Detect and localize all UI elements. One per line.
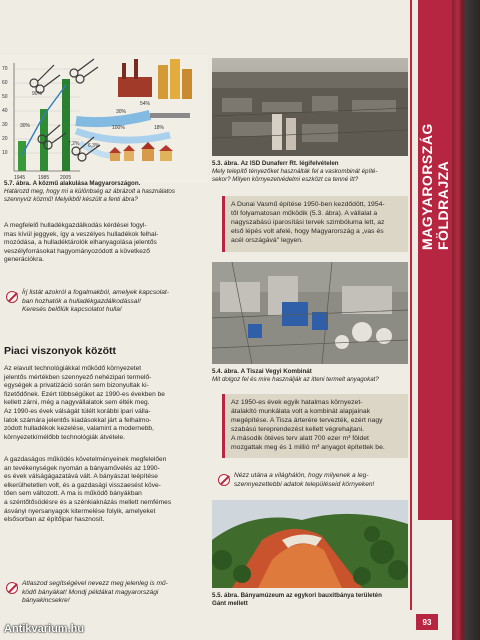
- x-tick: 2005: [60, 175, 72, 181]
- task-icon: [6, 582, 18, 594]
- fig1-caption: [4, 180, 204, 204]
- fig-number: 5.4. ábra.: [212, 368, 239, 375]
- text-line: Nézz utána a világhálón, hogy milyenek a leg-: [234, 472, 369, 479]
- bauxite-mine-photo: [212, 500, 408, 588]
- y-tick: 50: [2, 94, 8, 100]
- task-pollution: [234, 472, 412, 489]
- text-line: bányakincsekre!: [22, 597, 70, 605]
- text-line: A gazdaságos működés követelményeinek megfelelően: [4, 456, 167, 463]
- text-line: Keresés belőlük kapcsolatot hulla!: [22, 306, 122, 314]
- text-line: A Dunai Vasmű építése 1950-ben kezdődött, 1954-: [231, 201, 385, 208]
- pct-label: 54%: [140, 101, 151, 107]
- y-tick: 40: [2, 108, 8, 114]
- text-line: megépítése. A Tisza árterére tervezték, ezért nagy: [231, 417, 383, 424]
- chapter-tab-title: MAGYARORSZÁG FÖLDRAJZA: [419, 123, 451, 250]
- task-icon: [218, 474, 230, 486]
- caption-line: Mit dolgoz fel és mire használják az itteni termelt anyagokat?: [212, 376, 379, 383]
- x-tick: 1985: [38, 175, 50, 181]
- fig-number: 5.3. ábra.: [212, 160, 239, 167]
- pct-label: 7,2%: [68, 141, 80, 147]
- text-line: Az elavult technológiákkal működő környezetet: [4, 365, 142, 372]
- y-tick: 20: [2, 136, 8, 142]
- fig-number: 5.7. ábra.: [4, 180, 31, 187]
- text-line: tően sem változott. A ma is működő bányákban: [4, 490, 142, 498]
- text-line: Az 1990-es évek válságát túlélt korábbi ipari válla-: [4, 407, 151, 415]
- text-line: acél országává" legyen.: [231, 237, 303, 244]
- text-line: A második ötéves terv alatt 700 ezer m³ földet: [231, 435, 369, 442]
- text-line: zódott hulladékok kezelése, valamint a modernebb,: [4, 425, 154, 433]
- text-line: egységek a privatizáció során sem bizonyultak ki-: [4, 382, 149, 390]
- text-line: mozódása, a hulladéktárolók elhanyagolása jelentős: [4, 239, 157, 247]
- text-line: jelentős mértékben szennyező nehézipari termelő-: [4, 373, 152, 381]
- y-tick: 10: [2, 150, 8, 156]
- text-line: Írj listát azokról a fogalmakból, amelyek kapcsolat-: [22, 289, 169, 296]
- text-line: kellett zárni, még a nagyvállalatok sem élték meg.: [4, 399, 150, 407]
- chapter-divider: [410, 0, 412, 610]
- page-number: 93: [416, 614, 438, 630]
- fig-title: A közmű alakulása Magyarországon.: [32, 180, 141, 187]
- text-line: es évek válságágazatává vált. A bányászat leépítése: [4, 473, 158, 481]
- text-line: fizetődőnek. Ezért többségüket az 1990-es években be: [4, 390, 165, 398]
- text-line: átalakító munkálata volt a kombinát alapjainak: [231, 408, 371, 415]
- text-line: mozgattak meg és 1 millió m³ anyagot építettek be.: [231, 444, 385, 451]
- text-line: Atlaszod segítségével nevezz meg jelenleg is mű-: [22, 580, 168, 587]
- text-line: szennyezettebbi adatok településeid környeken!: [234, 480, 375, 488]
- text-line: ban hozhatók a hulladékgazdálkodással!: [22, 297, 141, 305]
- y-tick: 70: [2, 66, 8, 72]
- section-heading: Piaci viszonyok között: [4, 345, 117, 357]
- text-line: szabású tereprendezést kellett végrehajtani.: [231, 426, 364, 433]
- paragraph-waste: [4, 222, 204, 265]
- pct-label: 6,3%: [88, 143, 100, 149]
- fig-title: Az ISD Dunaferr Rt. légifelvételen: [240, 160, 339, 167]
- text-line: a széntőtősödésre és a szénkiaknázás mellett nemfémes: [4, 498, 172, 506]
- text-line: an tevékenységek nyomán a bányaművelés az 1990-: [4, 464, 160, 472]
- text-line: környezetkímélőbb technológiák átvétele.: [4, 433, 125, 441]
- caption-line: sekor? Milyen környezetvédelmi eszközt ca tenné itt?: [212, 176, 359, 183]
- paragraph-market: [4, 365, 204, 442]
- fig-number: 5.5. ábra.: [212, 592, 239, 599]
- watermark: Antikvarium.hu: [4, 623, 85, 635]
- text-line: Az 1950-es évek egyik hatalmas környezet-: [231, 399, 363, 406]
- pct-label: 18%: [154, 125, 165, 131]
- photo2-caption: [212, 368, 412, 384]
- pct-label: 30%: [20, 123, 31, 129]
- photo1-caption: [212, 160, 412, 184]
- text-line: től folyamatosan működik (5.3. ábra). A vállalat a: [231, 210, 378, 217]
- text-line: A megfelelő hulladékgazdálkodás kérdései fogyl-: [4, 222, 147, 229]
- pct-label: 90%: [32, 91, 43, 97]
- text-line: veszélyforrásokat hagyományozódott a következő: [4, 247, 150, 255]
- caption-line: Határozd meg, hogy mi a különbség az ábrázolt a használatos: [4, 188, 175, 195]
- caption-line: Gánt mellett: [212, 600, 248, 607]
- task-waste: [22, 289, 204, 315]
- tiszai-vegyi-kombinat-photo: [212, 262, 408, 364]
- text-line: generációkra.: [4, 256, 44, 264]
- text-line: elsősorban az építőipar hasznosít.: [4, 516, 105, 524]
- text-line: első lépés volt afelé, hogy Magyarország a „vas és: [231, 228, 384, 235]
- paragraph-mining: [4, 456, 204, 525]
- pct-label: 30%: [116, 109, 127, 115]
- dunaferr-aerial-photo: [212, 58, 408, 156]
- y-tick: 60: [2, 80, 8, 86]
- book-edge: [452, 0, 480, 640]
- info-box-dunai-vasmu: [222, 196, 408, 252]
- text-line: latok számára jelentős kiadásokkal járt a felhalmo-: [4, 416, 152, 424]
- fig-title: A Tiszai Vegyi Kombinát: [240, 368, 312, 375]
- caption-line: szennyvíz közmű! Melyikből készült a fenti ábra?: [4, 196, 138, 203]
- waste-management-diagram: [0, 55, 208, 183]
- fig-title: Bányamúzeum az egykori bauxitbánya területén: [240, 592, 382, 599]
- text-line: nagyszabású iparosítási tervek szimbóluma lett, az: [231, 219, 385, 226]
- text-line: ködő bányákat! Mondj példákat magyarországi: [22, 588, 159, 596]
- task-icon: [6, 291, 18, 303]
- info-box-kombinat: [222, 394, 408, 458]
- pct-label: 100%: [112, 125, 125, 131]
- task-mines: [22, 580, 204, 606]
- y-tick: 30: [2, 122, 8, 128]
- text-line: mas kívül jeggyek, így a veszélyes hulladékok felhal-: [4, 230, 159, 238]
- photo3-caption: [212, 592, 412, 608]
- x-tick: 1945: [14, 175, 26, 181]
- caption-line: Mely telepítő tényezőket használták fel a vaskombinát építé-: [212, 168, 378, 175]
- text-line: elkerülhetetlen volt, és a gazdasági visszaesést köve-: [4, 481, 161, 489]
- text-line: ásványi nyersanyagok kitermelése folyik, amelyeket: [4, 507, 156, 515]
